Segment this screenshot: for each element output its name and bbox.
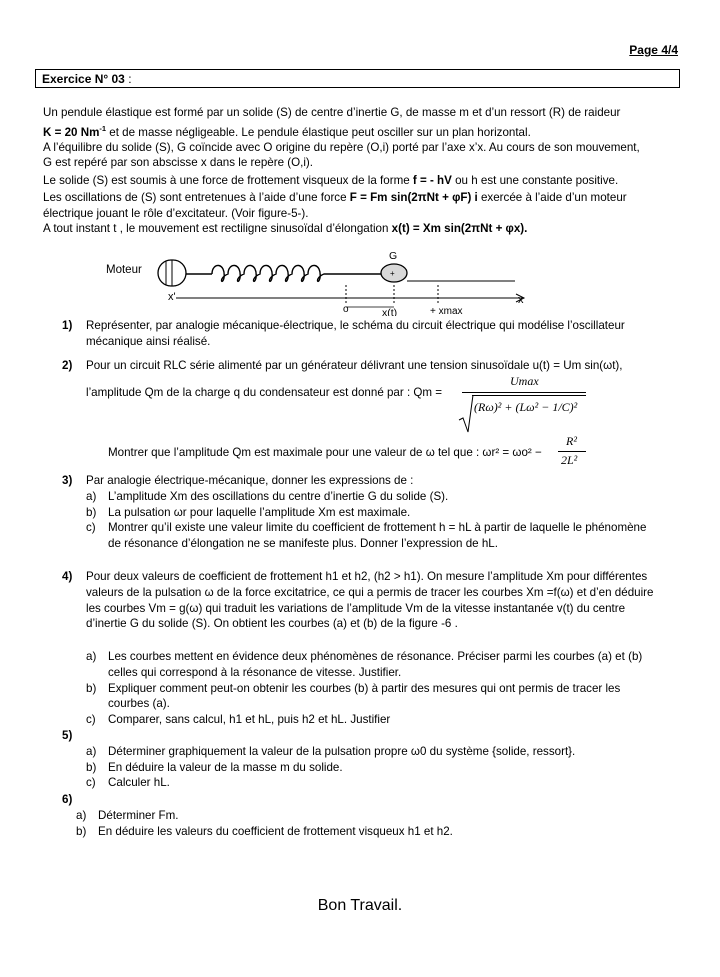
question-2 bbox=[62, 358, 702, 470]
svg-text:+: + bbox=[390, 269, 395, 278]
intro-line-2: K = 20 $Nm^{-1}$ et de masse négligeable. Le pendule élastique peut osciller sur un plan horizontal. bbox=[43, 123, 531, 139]
intro-line-6: Les oscillations de (S) sont entretenues à l’aide d’une force F = Fm sin(2πNt + φF) i exercée à l’aide d’un moteur bbox=[43, 191, 627, 205]
question-4-line-4: d’inertie G du solide (S). On obtient les courbes (a) et (b) de la figure -6 . bbox=[86, 617, 458, 631]
intro-line-8: A tout instant t , le mouvement est rectiligne sinusoïdal d’élongation x(t) = Xm sin(2πNt + φx). bbox=[43, 222, 528, 236]
question-2-text-2: l’amplitude Qm de la charge q du condensateur est donné par : Qm = bbox=[86, 386, 443, 399]
question-5-number: 5) bbox=[62, 729, 73, 742]
exercise-colon: : bbox=[124, 72, 132, 86]
exercise-title: Exercice N° 03 bbox=[42, 72, 125, 86]
exercise-header bbox=[35, 69, 680, 88]
question-3: 3) Par analogie électrique-mécanique, donner les expressions de : a) L’amplitude Xm des oscillations du centre d’inertie G du solide (S). b) La pulsation ωr pour laquelle l’amplitude Xm est maximale. c) Montrer qu’il existe une valeur limite du coefficient de frottement h = hL à partir de laquelle le phénomène de résonance d’élongation ne se manifeste plus. Donner l’expression de hL. bbox=[62, 473, 702, 553]
intro-line-7: électrique jouant le rôle d’excitateur. (Voir figure-5-). bbox=[43, 206, 309, 220]
intro-line-4: G est repéré par son abscisse x dans le repère (O,i). bbox=[43, 156, 313, 170]
intro-line-5: Le solide (S) est soumis à une force de frottement visqueux de la forme f = - hV ou h est une constante positive. bbox=[43, 173, 619, 187]
formula-omega-r bbox=[558, 434, 588, 470]
question-2-text-3: Montrer que l’amplitude Qm est maximale pour une valeur de ω tel que : ωr² = ωo² − bbox=[108, 446, 542, 459]
page-number: Page 4/4 bbox=[629, 43, 678, 57]
question-3-number: 3) bbox=[62, 474, 73, 487]
formula-omega-numerator: R² bbox=[566, 434, 577, 448]
question-1-number: 1) bbox=[62, 319, 73, 332]
question-5: 5) a) Déterminer graphiquement la valeur de la pulsation propre ω0 du système {solide, ressort}. b) En déduire la valeur de la masse m du solide. c) Calculer hL. bbox=[62, 729, 576, 790]
figure-pendulum bbox=[100, 248, 540, 321]
question-4-line-3: les courbes Vm = g(ω) qui traduit les variations de l’amplitude Vm de la vitesse instantanée v(t) du centre bbox=[86, 601, 626, 615]
question-4-line-2: valeurs de la pulsation ω de la force excitatrice, ce qui a permis de tracer les courbes Xm =f(ω) et d’en déduire bbox=[86, 585, 654, 599]
axis-x-label: x bbox=[518, 294, 524, 306]
motor-icon bbox=[158, 260, 186, 286]
question-4: 4) Pour deux valeurs de coefficient de frottement h1 et h2, (h2 > h1). On mesure l’amplitude Xm pour différentes valeurs de la pulsation ω de la force excitatrice, ce qui a permis de tracer les courbes Xm =f(ω) et d’en déduire les courbes Vm = g(ω) qui traduit les variations de l’amplitude Vm de la vitesse instantanée v(t) du centre d’inertie G du solide (S). On obtient les courbes (a) et (b) de la figure -6 . a) Les courbes mettent en évidence deux phénomènes de résonance. Préciser parmi les courbes (a) et (b) celles qui correspond à la résonance de vitesse. Justifier. b) Expliquer comment peut-on obtenir les courbes (b) à partir des mesures qui ont permis de tracer les courbes (a). c) Comparer, sans calcul, h1 et hL, puis h2 et hL. Justifier bbox=[62, 569, 702, 729]
question-2-text-1: Pour un circuit RLC série alimenté par un générateur délivrant une tension sinusoïdale u(t) = Um sin(ωt), bbox=[86, 359, 623, 372]
formula-qm bbox=[458, 374, 586, 434]
axis-xprime-label: x' bbox=[168, 291, 176, 303]
formula-qm-denominator: (Rω)² + (Lω² − 1/C)² bbox=[474, 400, 578, 414]
question-1-text-1: Représenter, par analogie mécanique-électrique, le schéma du circuit électrique qui modélise l’oscillateur bbox=[86, 319, 625, 332]
formula-qm-numerator: Umax bbox=[510, 374, 539, 388]
question-1 bbox=[62, 318, 702, 350]
sqrt-icon bbox=[458, 394, 474, 434]
spring-icon bbox=[186, 265, 382, 281]
question-6: 6) a) Déterminer Fm. b) En déduire les valeurs du coefficient de frottement visqueux h1 et h2. bbox=[62, 793, 453, 838]
question-6-number: 6) bbox=[62, 793, 73, 806]
mass-label: G bbox=[389, 250, 398, 262]
question-2-number: 2) bbox=[62, 359, 73, 372]
intro-line-1: Un pendule élastique est formé par un solide (S) de centre d’inertie G, de masse m et d’un ressort (R) de raideur bbox=[43, 106, 621, 119]
question-1-text-2: mécanique ainsi réalisé. bbox=[86, 334, 211, 348]
pendulum-diagram bbox=[100, 248, 540, 316]
question-4-line-1: Pour deux valeurs de coefficient de frottement h1 et h2, (h2 > h1). On mesure l’amplitude Xm pour différentes bbox=[86, 570, 648, 583]
question-3-text: Par analogie électrique-mécanique, donner les expressions de : bbox=[86, 474, 414, 487]
xmax-label: + xmax bbox=[430, 306, 463, 316]
intro-text bbox=[43, 105, 693, 237]
xt-label: x(t) bbox=[382, 307, 398, 316]
intro-line-3: A l’équilibre du solide (S), G coïncide avec O origine du repère (O,i) porté par l’axe x’x. Au cours de son mouvement, bbox=[43, 140, 640, 154]
motor-label: Moteur bbox=[106, 264, 142, 276]
origin-label: o bbox=[343, 304, 349, 315]
question-4-number: 4) bbox=[62, 570, 73, 583]
footer-text: Bon Travail. bbox=[317, 897, 403, 914]
formula-omega-denominator: 2L² bbox=[561, 453, 578, 467]
